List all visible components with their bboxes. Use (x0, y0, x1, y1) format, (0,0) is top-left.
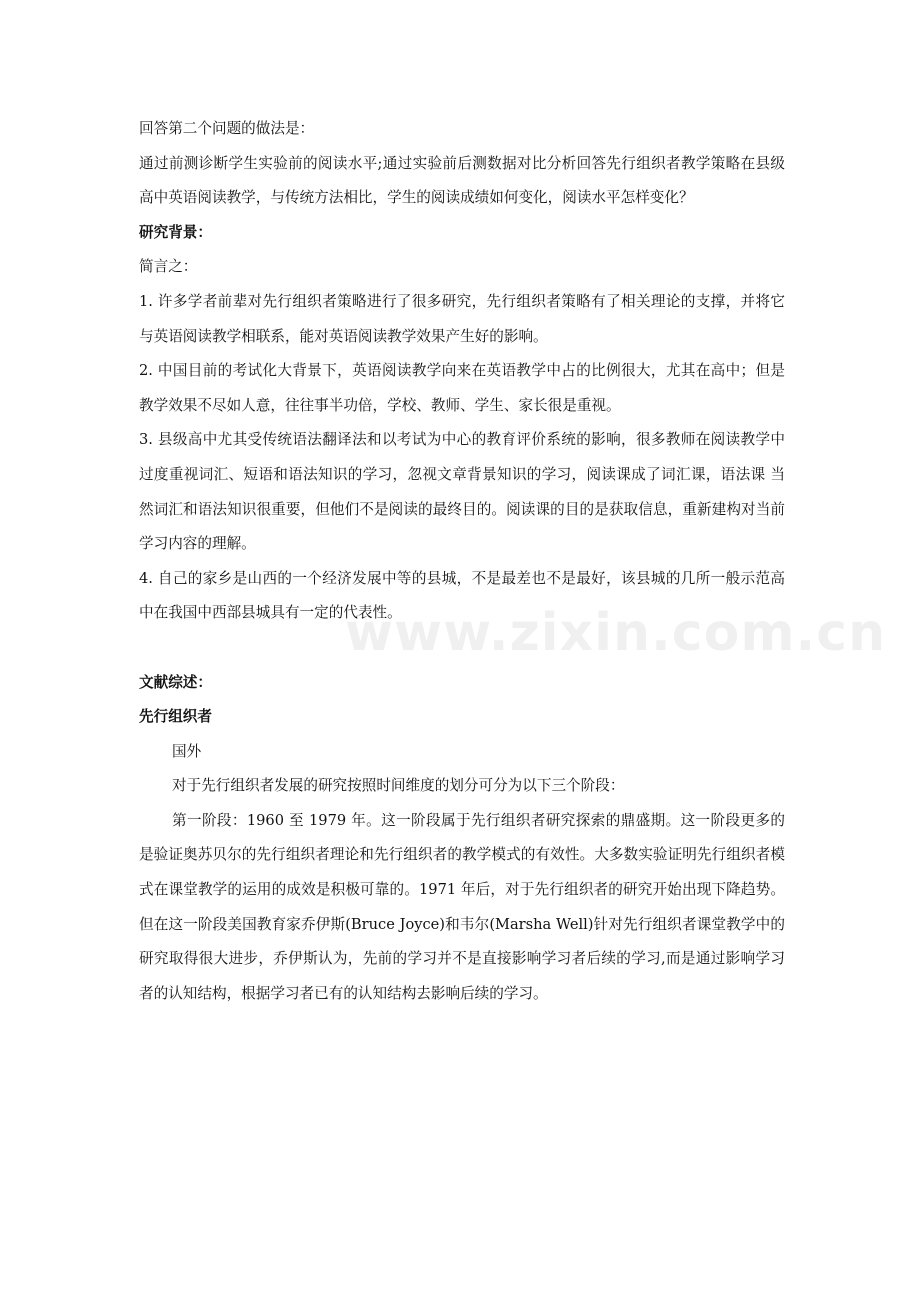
list-item-3: 3. 县级高中尤其受传统语法翻译法和以考试为中心的教育评价系统的影响，很多教师在阅读教学中过度重视词汇、短语和语法知识的学习，忽视文章背景知识的学习，阅读课成了词汇课，语法课 当然词汇和语法知识很重要，但他们不是阅读的最终目的。阅读课的目的是获取信息，重新建构对当前学习内容的理解。 (139, 431, 785, 553)
paragraph-intro: 回答第二个问题的做法是： (139, 120, 315, 137)
heading-research-background: 研究背景： (139, 223, 212, 241)
list-item-2: 2. 中国目前的考试化大背景下，英语阅读教学向来在英语教学中占的比例很大，尤其在高中；但是教学效果不尽如人意，往往事半功倍，学校、教师、学生、家长很是重视。 (139, 362, 785, 414)
paragraph-in-short: 简言之： (139, 258, 198, 276)
watermark-text: www.zixin.com.cn (345, 603, 887, 663)
subheading-abroad: 国外 (172, 742, 202, 760)
blank-line (139, 631, 785, 666)
heading-literature-review: 文献综述： (139, 673, 212, 691)
paragraph-stage-one: 第一阶段：1960 至 1979 年。这一阶段属于先行组织者研究探索的鼎盛期。这一阶段更多的是验证奥苏贝尔的先行组织者理论和先行组织者的教学模式的有效性。大多数实验证明先行组织者模式在课堂教学的运用的成效是积极可靠的。1971 年后，对于先行组织者的研究开始出现下降趋势。但在这一阶段美国教育家乔伊斯(Bruce Joyce)和韦尔(Marsha Well)针对先行组织者课堂教学中的研究取得很大进步，乔伊斯认为，先前的学习并不是直接影响学习者后续的学习,而是通过影响学习者的认知结构，根据学习者已有的认知结构去影响后续的学习。 (139, 811, 785, 1002)
list-item-1: 1. 许多学者前辈对先行组织者策略进行了很多研究，先行组织者策略有了相关理论的支撑，并将它与英语阅读教学相联系，能对英语阅读教学效果产生好的影响。 (139, 292, 785, 345)
list-item-4: 4. 自己的家乡是山西的一个经济发展中等的县城，不是最差也不是最好，该县城的几所一般示范高中在我国中西部县城具有一定的代表性。 (139, 569, 785, 622)
heading-advance-organizer: 先行组织者 (139, 708, 212, 726)
document-page (139, 112, 785, 1011)
paragraph-method: 通过前测诊断学生实验前的阅读水平;通过实验前后测数据对比分析回答先行组织者教学策略在县级高中英语阅读教学，与传统方法相比，学生的阅读成绩如何变化，阅读水平怎样变化？ (139, 154, 785, 207)
paragraph-stages-intro: 对于先行组织者发展的研究按照时间维度的划分可分为以下三个阶段： (172, 777, 625, 795)
